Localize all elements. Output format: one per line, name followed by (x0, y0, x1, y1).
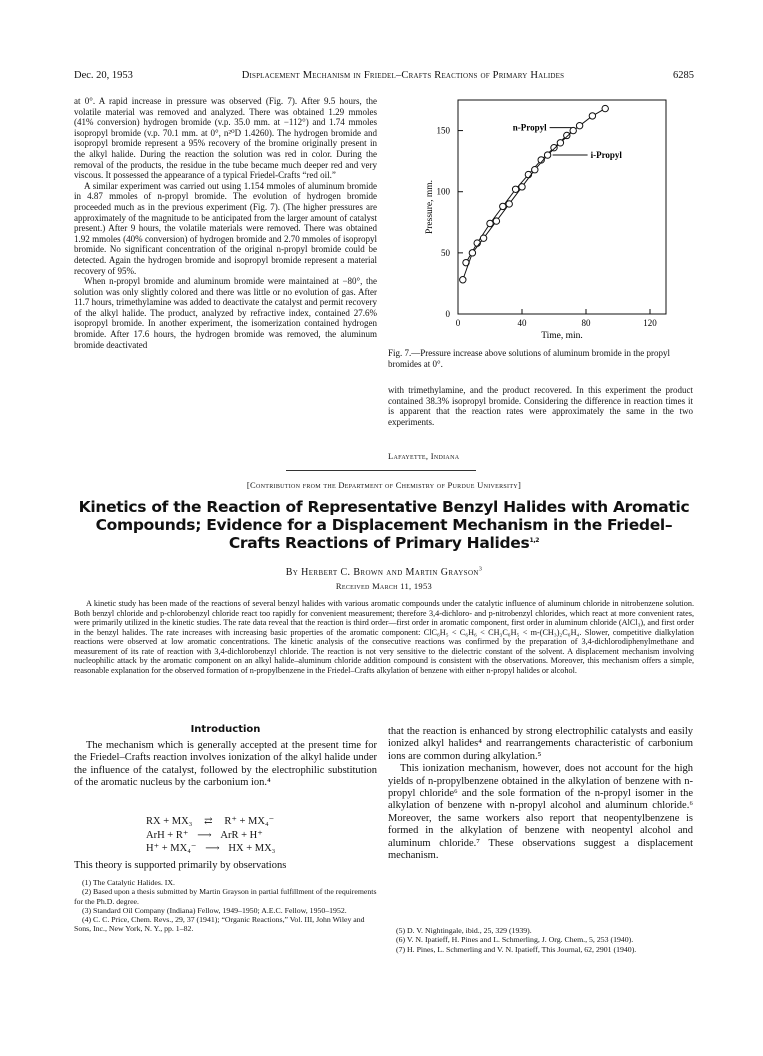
data-point (512, 186, 518, 192)
paragraph: A similar experiment was carried out using 1.154 mmoles of aluminum bromide in 4.87 mmoles of n-propyl bromide. The evolution of hydrogen bromide proceeded much as in the previous experiment (Fig. 7). (The higher pressures are approximately of the magnitude to be anticipated from the larger amount of catalyst present.) After 9 hours, the volatile materials were removed. There was obtained 1.92 mmoles (40% conversion) of hydrogen bromide and 2.70 mmoles of isopropyl bromide. No significant concentration of the original n-propyl bromide could be detected. Again the hydrogen bromide and isopropyl bromide represent a material recovery of 95%. (74, 180, 377, 276)
figure-7-chart (388, 92, 693, 362)
y-tick-label: 50 (441, 247, 450, 258)
paragraph: that the reaction is enhanced by strong electrophilic catalysts and easily ionized alkyl halides⁴ and rearrangements characteristic of carbonium ions are common during alkylation.⁵ (388, 726, 693, 762)
running-head-title: Displacement Mechanism in Friedel–Crafts Reactions of Primary Halides (241, 70, 565, 81)
author-footnote-mark: 3 (478, 566, 483, 573)
footnote: (6) V. N. Ipatieff, H. Pines and L. Schmerling, J. Org. Chem., 5, 253 (1940). (396, 935, 634, 945)
paragraph: When n-propyl bromide and aluminum bromide were maintained at −80°, the solution was only slightly colored and there was little or no evolution of gas. After 11.7 hours, trimethylamine was added to deactivate the catalyst and permit recovery of the alkyl halide. The product, analyzed by refractive index, contained 27.6% isopropyl bromide. In another experiment, the isomerization contained hydrogen bromide. After 17.6 hours, the hydrogen bromide was removed, the aluminum bromide deactivated (74, 276, 377, 350)
data-point (551, 144, 557, 150)
introduction-left (74, 740, 377, 790)
figure-caption: Fig. 7.—Pressure increase above solutions of aluminum bromide in the propyl bromides at 0°. (388, 348, 670, 369)
equation-rhs: ArR + H⁺ (220, 829, 263, 841)
equation-rhs: HX + MX₃ (228, 843, 276, 854)
equation (146, 815, 275, 829)
x-tick-label: 80 (581, 318, 591, 328)
data-point (493, 218, 499, 224)
experimental-text-left (74, 96, 377, 350)
data-point (487, 220, 493, 226)
article-title-text: Kinetics of the Reaction of Representative Benzyl Halides with Aromatic Compounds; Evidence for a Displacement Mechanism in the Friedel–Crafts Reactions of Primary Halides (78, 498, 690, 552)
mechanism-equations (146, 815, 275, 856)
footnotes-right (388, 926, 693, 954)
equation-lhs: RX + MX₃ (146, 816, 193, 827)
equation-lhs: ArH + R⁺ (146, 829, 189, 841)
data-point (469, 250, 475, 256)
y-tick-label: 0 (445, 309, 450, 319)
received-date: Received March 11, 1953 (335, 581, 433, 591)
authors (74, 567, 694, 578)
paragraph: The mechanism which is generally accepted at the present time for the Friedel–Crafts reaction involves ionization of the alkyl halide under the influence of the catalyst, followed by the electrophilic substitution of the aromatic nucleus by the carbonium ion.⁴ (74, 740, 377, 789)
section-divider (286, 470, 476, 471)
data-point (532, 167, 538, 173)
abstract (74, 599, 694, 675)
footnote: (5) D. V. Nightingale, ibid., 25, 329 (1939). (396, 926, 532, 935)
data-point (480, 235, 486, 241)
affiliation-location: Lafayette, Indiana (388, 451, 460, 461)
equilibrium-arrow-icon: ⇄ (204, 816, 213, 827)
paragraph: This ionization mechanism, however, does not account for the high yields of n-propylbenzene obtained in the alkylation of benzene with n-propyl chloride⁶ and the sole formation of the n-propyl isomer in the alkylation of benzene with n-propyl alcohol and aluminum chloride.⁶ Moreover, the same workers also report that neopentylbenzene is formed in the alkylation of benzene with neopentyl alcohol and aluminum chloride.⁷ These observations suggest a displacement mechanism. (388, 763, 693, 862)
abstract-text: A kinetic study has been made of the reactions of several benzyl halides with various aromatic compounds under the catalytic influence of aluminum chloride in nitrobenzene solution. Both benzyl chloride and p-chlorobenzyl chloride react too rapidly for convenient measurement; therefore 3,4-dichloro- and p-nitrobenzyl chlorides, which react at more convenient rates, were primarily utilized in the kinetic studies. The rate data reveal that the reaction is third order—first order in aromatic component, first order in aluminum chloride (AlCl₃), and first order in the benzyl halides. The rate increases with increasing basic properties of the aromatic component: ClC₆H₅ < C₆H₆ < CH₃C₆H₅ < m-(CH₃)₂C₆H₄. Slower, competitive dialkylation reactions were observed at low aromatic concentrations. The kinetic analysis of the consecutive reactions was confirmed by the preparation of 3,4-dichlorodiphenylmethane and measurement of its rate of reaction with 3,4-dichlorobenzyl chloride. The reaction is not very sensitive to the dielectric constant of the solvent. A displacement mechanism involving nucleophilic attack by the aromatic component on an alkyl halide–aluminum chloride addition compound is consistent with the observations. Moreover, this mechanism offers a simple, reasonable explanation for the observed formation of n-propylbenzene in the Friedel–Crafts alkylation of benzene with either n-propyl halides or alcohol. (74, 599, 694, 675)
experimental-text-right (388, 385, 693, 427)
running-head-page: 6285 (672, 70, 694, 81)
plot-area (425, 100, 666, 341)
data-point (570, 127, 576, 133)
footnote: (4) C. C. Price, Chem. Revs., 29, 37 (1941); “Organic Reactions,” Vol. III, John Wiley and Sons, Inc., New York, N. Y., pp. 1–82. (74, 915, 365, 934)
data-point (557, 140, 563, 146)
equation-lhs: H⁺ + MX₄⁻ (146, 843, 197, 854)
x-tick-label: 40 (517, 318, 527, 328)
introduction-right (388, 726, 693, 862)
data-point (544, 152, 550, 158)
y-tick-label: 150 (436, 125, 450, 136)
equation (146, 829, 275, 843)
title-footnote-mark: 1,2 (529, 536, 540, 544)
footnote: (3) Standard Oil Company (Indiana) Fellow, 1949–1950; A.E.C. Fellow, 1950–1952. (82, 905, 347, 915)
data-point (589, 113, 595, 119)
running-head (74, 70, 694, 81)
reaction-arrow-icon: ⟶ (205, 843, 220, 854)
introduction-heading: Introduction (190, 724, 261, 735)
paragraph: at 0°. A rapid increase in pressure was observed (Fig. 7). After 9.5 hours, the volatile material was removed and analyzed. There was obtained 1.29 mmoles (41% conversion) hydrogen bromide (v.p. 35.0 mm. at −112°) and 1.74 mmoles isopropyl bromide (v.p. 70.1 mm. at 0°, n²⁰D 1.4260). The hydrogen bromide and isopropyl bromide represent a 95% recovery of the bromine originally present in the alkyl halide. During the reaction the solution was red in color. During the removal of the products, the residue in the tube became much deeper red and very viscous. It possessed the appearance of a typical Friedel-Crafts “red oil.” (74, 96, 377, 181)
equation (146, 842, 275, 856)
authors-text: By Herbert C. Brown and Martin Grayson (285, 567, 479, 578)
data-point (576, 122, 582, 128)
plot-frame (458, 100, 666, 314)
article-title (74, 498, 694, 552)
footnote: (1) The Catalytic Halides. IX. (82, 878, 175, 887)
running-head-date: Dec. 20, 1953 (74, 70, 133, 81)
series-label: n-Propyl (512, 122, 547, 133)
footnotes-left (74, 878, 377, 934)
reaction-arrow-icon: ⟶ (197, 829, 212, 841)
data-point (519, 184, 525, 190)
paragraph: This theory is supported primarily by observations (74, 860, 287, 871)
series-line (463, 131, 573, 280)
footnote: (7) H. Pines, L. Schmerling and V. N. Ipatieff, This Journal, 62, 2901 (1940). (396, 944, 637, 954)
x-axis-label: Time, min. (541, 331, 583, 341)
series-label: i-Propyl (590, 150, 622, 161)
x-tick-label: 0 (455, 318, 461, 328)
contribution-line: [Contribution from the Department of Chemistry of Purdue University] (246, 480, 522, 490)
y-axis-label: Pressure, mm. (425, 179, 435, 235)
data-point (602, 105, 608, 111)
equation-rhs: R⁺ + MX₄⁻ (224, 816, 275, 827)
y-tick-label: 100 (436, 186, 450, 197)
data-point (500, 203, 506, 209)
footnote: (2) Based upon a thesis submitted by Martin Grayson in partial fulfillment of the requirements for the Ph.D. degree. (74, 887, 377, 906)
data-point (460, 277, 466, 283)
data-point (506, 201, 512, 207)
x-tick-label: 120 (643, 318, 657, 328)
data-point (564, 132, 570, 138)
paragraph: with trimethylamine, and the product recovered. In this experiment the product contained 38.3% isopropyl bromide. Considering the difference in reaction times it is apparent that the reaction rates were approximately the same in the two experiments. (388, 385, 693, 427)
